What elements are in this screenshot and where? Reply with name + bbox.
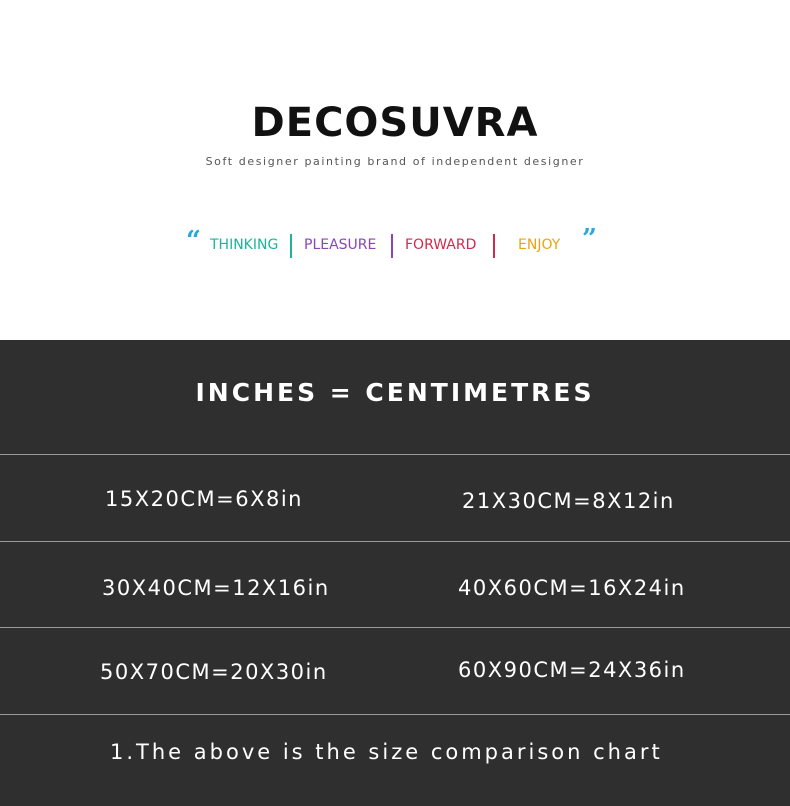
size-chart-panel [0, 340, 790, 806]
value-word-enjoy: ENJOY [518, 237, 561, 253]
table-divider [0, 541, 790, 542]
table-divider [0, 454, 790, 455]
size-cell: 40X60CM=16X24in [458, 576, 686, 600]
table-divider [0, 714, 790, 715]
size-cell: 21X30CM=8X12in [462, 489, 675, 513]
value-word-thinking: THINKING [210, 237, 279, 253]
size-cell: 15X20CM=6X8in [105, 487, 303, 511]
table-divider [0, 627, 790, 628]
value-divider [493, 234, 495, 258]
size-cell: 60X90CM=24X36in [458, 658, 686, 682]
value-word-pleasure: PLEASURE [304, 237, 377, 253]
close-quote-mark: ” [582, 224, 597, 254]
size-cell: 30X40CM=12X16in [102, 576, 330, 600]
size-chart-note: 1.The above is the size comparison chart [110, 740, 663, 764]
value-divider [290, 234, 292, 258]
open-quote-mark: “ [186, 226, 201, 256]
size-cell: 50X70CM=20X30in [100, 660, 328, 684]
value-word-forward: FORWARD [405, 237, 477, 253]
value-divider [391, 234, 393, 258]
size-chart-title: INCHES = CENTIMETRES [195, 378, 595, 407]
brand-header [0, 0, 790, 340]
brand-tagline: Soft designer painting brand of independent designer [205, 155, 585, 168]
brand-logo: DECOSUVRA [251, 100, 539, 146]
